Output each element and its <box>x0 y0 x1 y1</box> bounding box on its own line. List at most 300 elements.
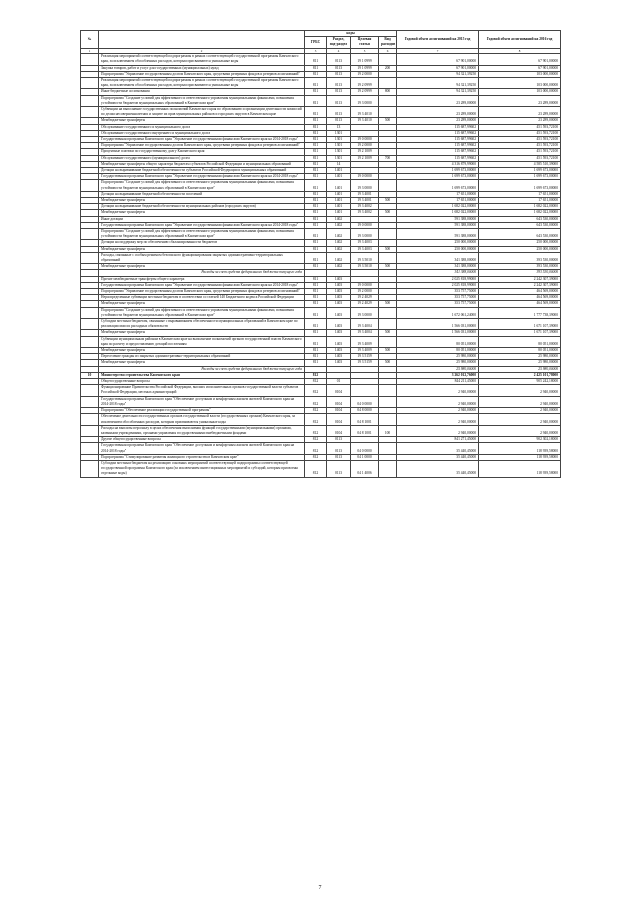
header-name <box>99 31 305 49</box>
row-amount-2015: 591 388,00000 <box>397 216 479 222</box>
table-row <box>81 229 561 240</box>
row-csr: 19 3 4002 <box>351 210 379 216</box>
row-amount-2016: 25 980,00000 <box>479 366 561 372</box>
row-amount-2015: 17 651,00000 <box>397 191 479 197</box>
row-name: Дотации на поддержку мер по обеспечению сбалансированности бюджетов <box>99 240 305 246</box>
row-csr <box>351 385 379 396</box>
row-amount-2015: 4 316 879,99000 <box>397 161 479 167</box>
row-amount-2015: 1 699 673,00000 <box>397 174 479 180</box>
row-rzpr: 0113 <box>327 95 351 106</box>
row-name: Подпрограмма "Обеспечение реализации государственной программы" <box>99 408 305 414</box>
row-amount-2015: 353 757,75000 <box>397 301 479 307</box>
row-vr <box>379 77 397 88</box>
row-rzpr: 1403 <box>327 301 351 307</box>
row-grbs: 812 <box>305 425 327 436</box>
row-name: Закупка товаров, работ и услуг для государственных (муниципальных) нужд <box>99 65 305 71</box>
row-name: Субвенции муниципальным районам в Камчатском крае на выполнение полномочий органов государственной власти Камчатского края по расчету и предоставлению дотаций поселениям <box>99 336 305 347</box>
row-name: Государственная программа Камчатского края "Управление государственными финансами Камчатского края на 2014-2018 годы" <box>99 282 305 288</box>
row-name: Расходы, связанные с особым режимом безопасного функционирования закрытых административно-территориальных образований <box>99 252 305 263</box>
row-amount-2016: 1 682 022,00000 <box>479 210 561 216</box>
row-amount-2016: 118 939,58000 <box>479 460 561 477</box>
index-cell: 1 <box>81 48 99 54</box>
row-rzpr: 1402 <box>327 264 351 270</box>
row-grbs: 812 <box>305 460 327 477</box>
row-amount-2015: 341 388,00000 <box>397 270 479 276</box>
row-amount-2016: 1 682 022,00000 <box>479 204 561 210</box>
row-name: Дотации на выравнивание бюджетной обеспеченности поселений <box>99 191 305 197</box>
row-name: Другие общегосударственные вопросы <box>99 437 305 443</box>
row-rzpr: 1403 <box>327 289 351 295</box>
row-rzpr: 0104 <box>327 425 351 436</box>
row-name: Межбюджетные трансферты общего характера бюджетам субъектов Российской Федерации и муниципальных образований <box>99 161 305 167</box>
row-amount-2015: 2 025 818,99000 <box>397 276 479 282</box>
row-csr: 19 3 4009 <box>351 348 379 354</box>
row-amount-2015: 23 289,00000 <box>397 106 479 117</box>
row-rzpr: 14 <box>327 161 351 167</box>
index-cell: 8 <box>479 48 561 54</box>
row-amount-2016: 643 530,00000 <box>479 222 561 228</box>
row-amount-2016: 1 671 107,39000 <box>479 330 561 336</box>
row-csr: 19 3 4004 <box>351 319 379 330</box>
row-name: Государственная программа Камчатского края "Обеспечение доступным и комфортным жильем жителей Камчатского края на 2014-2018 годы" <box>99 443 305 454</box>
row-csr: 19 2 0000 <box>351 71 379 77</box>
row-rzpr: 1402 <box>327 229 351 240</box>
row-amount-2015: 353 757,75000 <box>397 289 479 295</box>
row-amount-2016: 80 051,00000 <box>479 348 561 354</box>
index-cell: 2 <box>99 48 305 54</box>
row-rzpr: 1401 <box>327 204 351 210</box>
row-csr: 19 0 0000 <box>351 136 379 142</box>
row-amount-2016: 451 593,72100 <box>479 149 561 155</box>
row-grbs: 811 <box>305 295 327 301</box>
row-vr: 500 <box>379 330 397 336</box>
row-amount-2016: 1 699 673,00000 <box>479 167 561 173</box>
row-csr: 19 2 0000 <box>351 289 379 295</box>
row-amount-2016: 902 302,18000 <box>479 437 561 443</box>
row-csr: 19 2 4029 <box>351 295 379 301</box>
row-amount-2015: 341 388,00000 <box>397 252 479 263</box>
row-amount-2016: 905 242,18000 <box>479 379 561 385</box>
row-amount-2015: 841 271,45000 <box>397 437 479 443</box>
row-grbs: 811 <box>305 246 327 252</box>
row-vr <box>379 307 397 318</box>
row-vr: 500 <box>379 118 397 124</box>
row-number: 10 <box>81 372 99 378</box>
row-amount-2016: 451 593,72100 <box>479 136 561 142</box>
row-rzpr: 1403 <box>327 276 351 282</box>
row-amount-2015: 25 980,00000 <box>397 354 479 360</box>
row-grbs: 811 <box>305 210 327 216</box>
table-row <box>81 307 561 318</box>
row-amount-2015: 1 699 673,00000 <box>397 167 479 173</box>
row-amount-2015: 35 440,45000 <box>397 460 479 477</box>
row-grbs: 812 <box>305 414 327 425</box>
table-row <box>81 54 561 65</box>
table-row <box>81 95 561 106</box>
row-vr <box>379 396 397 407</box>
row-grbs: 811 <box>305 282 327 288</box>
row-rzpr: 1403 <box>327 330 351 336</box>
row-vr <box>379 106 397 117</box>
table-row <box>81 77 561 88</box>
row-number <box>81 425 99 436</box>
table-body <box>81 54 561 477</box>
row-amount-2015: 1 566 031,00000 <box>397 319 479 330</box>
row-amount-2016: 451 593,72100 <box>479 124 561 130</box>
row-grbs: 811 <box>305 161 327 167</box>
row-amount-2016: 103 000,00000 <box>479 89 561 95</box>
row-amount-2015: 1 682 022,00000 <box>397 210 479 216</box>
page-number: 7 <box>318 885 322 891</box>
row-rzpr: 1402 <box>327 222 351 228</box>
row-rzpr: 1401 <box>327 191 351 197</box>
row-amount-2016: 2 425 101,78000 <box>479 372 561 378</box>
row-amount-2015: 1 682 022,00000 <box>397 204 479 210</box>
row-vr: 500 <box>379 301 397 307</box>
row-rzpr: 0104 <box>327 385 351 396</box>
row-name: Межбюджетные трансферты <box>99 246 305 252</box>
row-amount-2016: 67 901,00000 <box>479 54 561 65</box>
row-number <box>81 54 99 65</box>
row-name: Иные бюджетные ассигнования <box>99 89 305 95</box>
row-vr <box>379 54 397 65</box>
row-amount-2015: 250 000,00000 <box>397 240 479 246</box>
row-rzpr: 1301 <box>327 155 351 161</box>
row-grbs: 811 <box>305 330 327 336</box>
row-amount-2015: 1 672 061,24000 <box>397 307 479 318</box>
row-grbs: 811 <box>305 307 327 318</box>
row-csr: 19 3 4010 <box>351 118 379 124</box>
row-csr: 19 1 0999 <box>351 65 379 71</box>
row-name: Министерство строительства Камчатского края <box>99 372 305 378</box>
row-amount-2016: 4 585 510,39000 <box>479 161 561 167</box>
row-amount-2015: 250 000,00000 <box>397 246 479 252</box>
row-amount-2016: 393 530,00000 <box>479 252 561 263</box>
row-rzpr: 0104 <box>327 408 351 414</box>
row-name: Обслуживание государственного и муниципального долга <box>99 124 305 130</box>
row-amount-2015: 2 940,00000 <box>397 385 479 396</box>
row-rzpr: 1401 <box>327 174 351 180</box>
row-number <box>81 252 99 263</box>
row-name: Субвенции на выполнение государственных полномочий Камчатского края по образованию и организации деятельности комиссий по делам несовершеннолетних и защите их прав муниципальных районов и городских округов в Камчатском крае <box>99 106 305 117</box>
row-grbs: 811 <box>305 336 327 347</box>
row-number <box>81 319 99 330</box>
row-name: Дотации на выравнивание бюджетной обеспеченности муниципальных районов (городских округов) <box>99 204 305 210</box>
row-grbs: 811 <box>305 264 327 270</box>
row-name: Межбюджетные трансферты <box>99 210 305 216</box>
row-csr: 19 2 0999 <box>351 89 379 95</box>
row-amount-2015: 35 440,45000 <box>397 454 479 460</box>
row-grbs: 811 <box>305 54 327 65</box>
row-grbs: 811 <box>305 252 327 263</box>
row-name: Государственная программа Камчатского края "Управление государственными финансами Камчатского края на 2014-2018 годы" <box>99 222 305 228</box>
row-amount-2016: 2 940,00000 <box>479 396 561 407</box>
row-amount-2016: 2 940,00000 <box>479 385 561 396</box>
row-csr: 19 3 4004 <box>351 330 379 336</box>
row-csr: 04 0 0000 <box>351 396 379 407</box>
row-grbs: 811 <box>305 95 327 106</box>
row-grbs: 811 <box>305 204 327 210</box>
row-rzpr: 1401 <box>327 197 351 203</box>
row-grbs: 811 <box>305 301 327 307</box>
table-row <box>81 252 561 263</box>
row-amount-2016: 451 593,72100 <box>479 130 561 136</box>
row-name: Подпрограмма "Создание условий для эффективного и ответственного управления муниципальными финансами, повышения устойчивости бюджетов муниципальных образований в Камчатском крае" <box>99 307 305 318</box>
row-amount-2016: 23 289,00000 <box>479 118 561 124</box>
row-vr <box>379 252 397 263</box>
table-row <box>81 425 561 436</box>
row-number <box>81 443 99 454</box>
row-csr: 19 0 0000 <box>351 174 379 180</box>
row-amount-2015: 115 687,99602 <box>397 143 479 149</box>
row-amount-2016: 2 242 307,39000 <box>479 282 561 288</box>
row-amount-2015: 115 687,99602 <box>397 136 479 142</box>
row-number <box>81 229 99 240</box>
row-vr: 800 <box>379 89 397 95</box>
row-amount-2015: 35 440,45000 <box>397 443 479 454</box>
row-name: Межбюджетные трансферты <box>99 330 305 336</box>
index-cell: 7 <box>397 48 479 54</box>
row-grbs: 812 <box>305 385 327 396</box>
row-amount-2016: 103 000,00000 <box>479 71 561 77</box>
row-rzpr: 1301 <box>327 143 351 149</box>
row-vr <box>379 443 397 454</box>
row-csr: 04 1 0000 <box>351 454 379 460</box>
row-amount-2016: 1 671 107,39000 <box>479 319 561 330</box>
row-amount-2016: 464 569,00000 <box>479 295 561 301</box>
row-name: Обслуживание государственного внутреннего и муниципального долга <box>99 130 305 136</box>
row-grbs: 811 <box>305 136 327 142</box>
row-grbs: 811 <box>305 130 327 136</box>
row-amount-2015: 844 211,45000 <box>397 379 479 385</box>
row-grbs: 811 <box>305 229 327 240</box>
table-row <box>81 336 561 347</box>
row-vr <box>379 414 397 425</box>
row-grbs: 811 <box>305 71 327 77</box>
row-name: Переселение граждан из закрытых административно-территориальных образований <box>99 354 305 360</box>
row-name: Нераспределенные субвенции местным бюджетам в соответствии со статьей 140 Бюджетного кодекса Российской Федерации <box>99 295 305 301</box>
row-rzpr: 1301 <box>327 149 351 155</box>
row-number <box>81 336 99 347</box>
row-amount-2015: 23 289,00000 <box>397 95 479 106</box>
row-csr: 19 2 0000 <box>351 143 379 149</box>
row-amount-2015: 1 566 031,00000 <box>397 330 479 336</box>
row-amount-2016: 250 000,00000 <box>479 240 561 246</box>
row-amount-2016: 2 940,00000 <box>479 414 561 425</box>
row-grbs: 811 <box>305 180 327 191</box>
row-amount-2015: 80 051,00000 <box>397 348 479 354</box>
row-name: Межбюджетные трансферты <box>99 197 305 203</box>
row-name: Расходы за счет средств федерального бюджета текущего года <box>99 366 305 372</box>
row-name: Расходы за счет средств федерального бюджета текущего года <box>99 270 305 276</box>
row-grbs: 811 <box>305 143 327 149</box>
row-rzpr: 1403 <box>327 336 351 347</box>
row-amount-2016: 464 569,00000 <box>479 289 561 295</box>
row-name: Расходы на выплаты персоналу в целях обеспечения выполнения функций государственными (муниципальными) органами, казенными учреждениями, органами управления государственными внебюджетными фондами <box>99 425 305 436</box>
row-rzpr: 1401 <box>327 180 351 191</box>
row-rzpr: 1403 <box>327 319 351 330</box>
row-csr: 19 3 4001 <box>351 191 379 197</box>
row-amount-2016: 464 569,00000 <box>479 301 561 307</box>
row-grbs: 812 <box>305 408 327 414</box>
row-rzpr: 0113 <box>327 437 351 443</box>
row-rzpr: 0113 <box>327 106 351 117</box>
row-amount-2015: 115 687,99602 <box>397 130 479 136</box>
row-amount-2016: 451 593,72100 <box>479 155 561 161</box>
index-cell: 3 <box>305 48 327 54</box>
row-vr: 500 <box>379 348 397 354</box>
row-name: Субсидии местным бюджетам, связанные с выравниванием обеспеченности муниципальных образований в Камчатском крае по реализации ими их расходных обязательств <box>99 319 305 330</box>
row-vr: 500 <box>379 246 397 252</box>
row-csr: 19 2 0999 <box>351 77 379 88</box>
table-row <box>81 460 561 477</box>
row-amount-2016: 643 530,00000 <box>479 229 561 240</box>
row-amount-2015: 80 051,00000 <box>397 336 479 347</box>
row-amount-2016: 118 939,58000 <box>479 443 561 454</box>
row-csr: 19 3 0000 <box>351 307 379 318</box>
row-amount-2015: 94 321,39250 <box>397 71 479 77</box>
row-grbs: 812 <box>305 396 327 407</box>
row-amount-2016: 2 940,00000 <box>479 408 561 414</box>
table-row <box>81 385 561 396</box>
row-name: Общегосударственные вопросы <box>99 379 305 385</box>
row-name: Государственная программа Камчатского края "Управление государственными финансами Камчатского края на 2014-2018 годы" <box>99 136 305 142</box>
row-vr <box>379 385 397 396</box>
header-2016: Годовой объем ассигнований на 2016 год <box>479 31 561 49</box>
row-amount-2015: 115 687,99602 <box>397 155 479 161</box>
table-header <box>81 31 561 54</box>
row-grbs: 811 <box>305 289 327 295</box>
row-grbs: 811 <box>305 118 327 124</box>
row-amount-2016: 23 289,00000 <box>479 106 561 117</box>
row-number <box>81 396 99 407</box>
row-amount-2016: 393 530,00000 <box>479 270 561 276</box>
row-rzpr: 13 <box>327 124 351 130</box>
row-name: Подпрограмма "Управление государственным долгом Камчатского края, средствами резервных фондов и резервов ассигнований" <box>99 289 305 295</box>
row-number <box>81 307 99 318</box>
row-amount-2016: 23 289,00000 <box>479 95 561 106</box>
row-vr: 500 <box>379 264 397 270</box>
row-rzpr: 1401 <box>327 210 351 216</box>
row-csr: 04 8 1001 <box>351 414 379 425</box>
row-name: Прочие межбюджетные трансферты общего характера <box>99 276 305 282</box>
row-amount-2015: 2 940,00000 <box>397 408 479 414</box>
row-amount-2015: 2 940,00000 <box>397 396 479 407</box>
row-amount-2016: 25 980,00000 <box>479 354 561 360</box>
row-name: Межбюджетные трансферты <box>99 360 305 366</box>
row-grbs: 812 <box>305 372 327 378</box>
row-amount-2016: 643 530,00000 <box>479 216 561 222</box>
row-grbs: 811 <box>305 77 327 88</box>
row-csr: 19 3 5159 <box>351 354 379 360</box>
row-vr: 700 <box>379 155 397 161</box>
row-rzpr: 1402 <box>327 246 351 252</box>
index-cell: 5 <box>351 48 379 54</box>
row-rzpr: 1403 <box>327 360 351 366</box>
row-csr: 19 3 4009 <box>351 336 379 347</box>
row-amount-2015: 94 321,39250 <box>397 77 479 88</box>
row-name: Межбюджетные трансферты <box>99 348 305 354</box>
row-csr: 19 3 0000 <box>351 180 379 191</box>
row-rzpr: 0113 <box>327 443 351 454</box>
row-vr <box>379 180 397 191</box>
row-name: Обслуживание государственного (муниципального) долга <box>99 155 305 161</box>
row-rzpr: 0113 <box>327 460 351 477</box>
row-name: Дотации на выравнивание бюджетной обеспеченности субъектов Российской Федерации и муниципальных образований <box>99 167 305 173</box>
row-grbs: 811 <box>305 354 327 360</box>
row-rzpr: 01 <box>327 379 351 385</box>
row-amount-2016: 1 699 673,00000 <box>479 180 561 191</box>
row-csr: 04 8 1001 <box>351 425 379 436</box>
row-grbs: 811 <box>305 124 327 130</box>
row-amount-2016: 67 901,00000 <box>479 65 561 71</box>
row-rzpr: 1301 <box>327 136 351 142</box>
row-csr: 19 3 5010 <box>351 264 379 270</box>
row-grbs: 811 <box>305 65 327 71</box>
row-rzpr: 1403 <box>327 348 351 354</box>
row-rzpr: 1403 <box>327 307 351 318</box>
index-cell: 6 <box>379 48 397 54</box>
row-vr <box>379 95 397 106</box>
row-amount-2015: 591 388,00000 <box>397 222 479 228</box>
row-grbs: 811 <box>305 155 327 161</box>
row-vr <box>379 460 397 477</box>
row-rzpr: 0113 <box>327 89 351 95</box>
row-vr: 100 <box>379 425 397 436</box>
row-amount-2015: 2 940,00000 <box>397 425 479 436</box>
row-amount-2015: 3 262 012,76000 <box>397 372 479 378</box>
budget-table <box>80 30 561 478</box>
row-grbs: 811 <box>305 360 327 366</box>
row-csr: 19 3 4003 <box>351 246 379 252</box>
row-csr: 04 1 4006 <box>351 460 379 477</box>
row-amount-2016: 2 242 307,39000 <box>479 276 561 282</box>
row-vr <box>379 229 397 240</box>
row-number <box>81 106 99 117</box>
row-amount-2015: 25 980,00000 <box>397 360 479 366</box>
row-csr: 19 0 0000 <box>351 282 379 288</box>
row-amount-2015: 353 757,75000 <box>397 295 479 301</box>
row-grbs: 811 <box>305 89 327 95</box>
row-vr <box>379 319 397 330</box>
row-rzpr: 0104 <box>327 396 351 407</box>
row-amount-2015: 591 388,00000 <box>397 229 479 240</box>
row-name: Субсидии местным бюджетам на реализацию основных мероприятий соответствующей подпрограммы соответствующей государственной программы Камчатского края (за исключением инвестиционных мероприятий и субсидий, которым присвоены отдельные коды) <box>99 460 305 477</box>
row-grbs: 812 <box>305 379 327 385</box>
row-rzpr: 0113 <box>327 454 351 460</box>
row-name: Межбюджетные трансферты <box>99 118 305 124</box>
row-vr: 500 <box>379 197 397 203</box>
row-vr: 500 <box>379 210 397 216</box>
row-csr: 19 3 0000 <box>351 229 379 240</box>
row-number <box>81 77 99 88</box>
row-amount-2015: 115 687,99602 <box>397 124 479 130</box>
row-amount-2016: 2 940,00000 <box>479 425 561 436</box>
row-name: Подпрограмма "Создание условий для эффективного и ответственного управления муниципальными финансами, повышения устойчивости бюджетов муниципальных образований в Камчатском крае" <box>99 180 305 191</box>
row-vr: 500 <box>379 360 397 366</box>
row-amount-2016: 451 593,72100 <box>479 143 561 149</box>
row-amount-2016: 1 777 738,39000 <box>479 307 561 318</box>
row-rzpr: 1402 <box>327 252 351 263</box>
row-amount-2016: 17 651,00000 <box>479 191 561 197</box>
row-rzpr: 0113 <box>327 77 351 88</box>
row-amount-2016: 80 051,00000 <box>479 336 561 347</box>
row-csr: 19 3 4001 <box>351 197 379 203</box>
index-cell: 4 <box>327 48 351 54</box>
table-row <box>81 443 561 454</box>
row-grbs: 811 <box>305 276 327 282</box>
row-name: Функционирование Правительства Российской Федерации, высших исполнительных органов государственной власти субъектов Российской Федерации, местных администраций <box>99 385 305 396</box>
